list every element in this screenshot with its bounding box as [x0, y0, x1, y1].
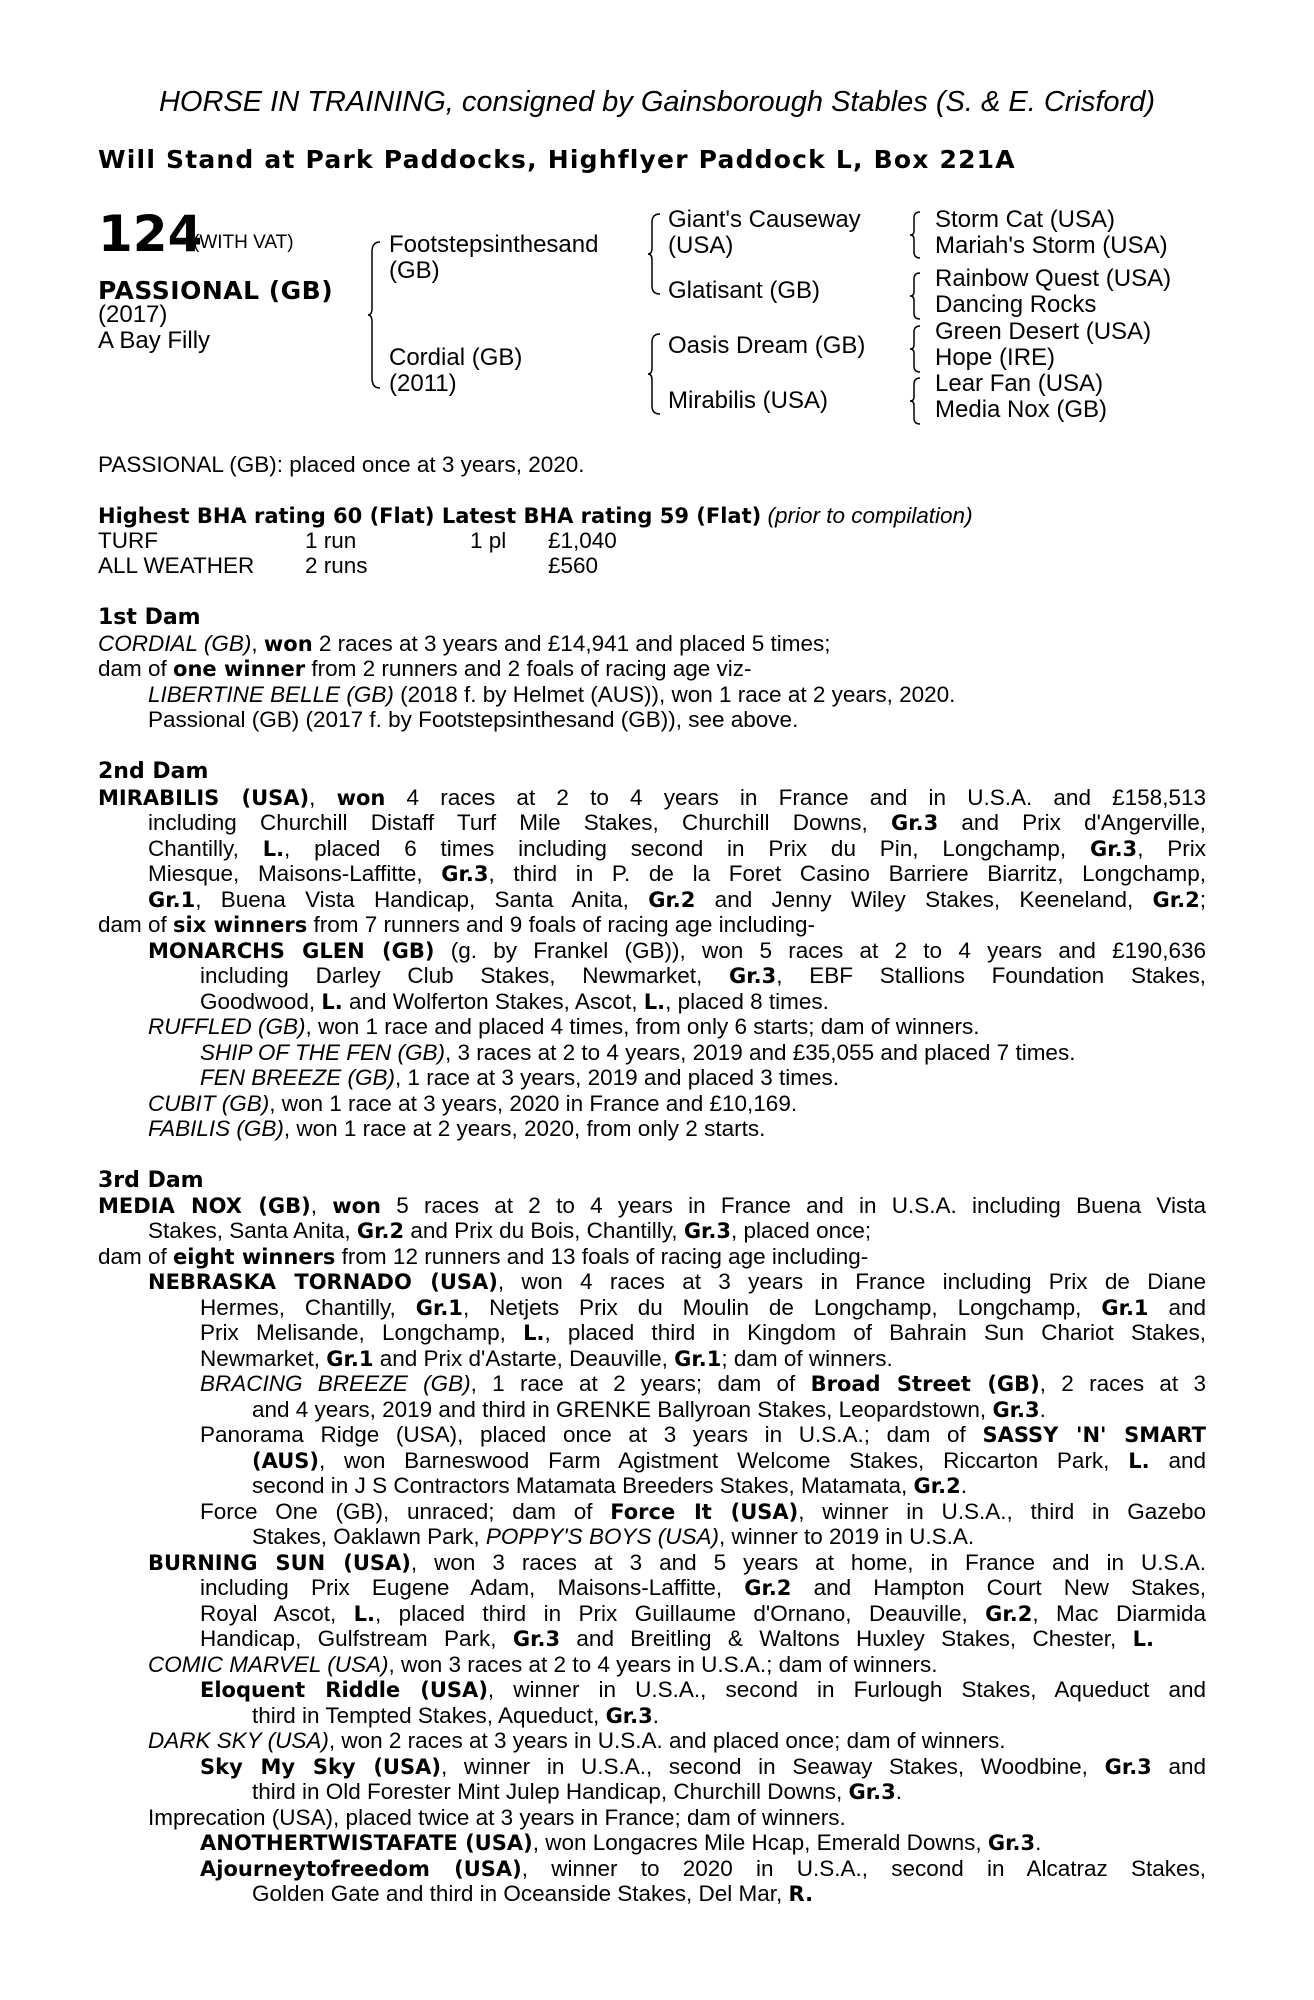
text: , won 4 races at 3 years in France including Prix de Diane: [497, 1269, 1206, 1294]
third-dam-line: [200, 1856, 1206, 1882]
text: , won Longacres Mile Hcap, Emerald Downs,: [532, 1830, 988, 1855]
third-dam-line: [252, 1397, 1046, 1423]
text: .: [895, 1779, 902, 1804]
won-label: won: [336, 786, 386, 810]
text: , winner in U.S.A., third in Gazebo: [798, 1499, 1206, 1524]
text: , placed 6 times including second in Prix du Pin, Longchamp,: [284, 836, 1090, 861]
pedigree-sire-sire-country: (USA): [668, 232, 734, 259]
second-dam-line: [148, 1116, 765, 1141]
text: 4 races at 2 to 4 years in France and in U.S.A. and £158,513: [385, 785, 1206, 810]
text: ,: [310, 1193, 333, 1218]
third-dam-line: [148, 1652, 937, 1677]
foaling-year: (2017): [98, 301, 168, 328]
text: and: [1148, 1295, 1207, 1320]
grade: L.: [523, 1321, 545, 1345]
text: and: [1149, 1448, 1206, 1473]
text: third in Tempted Stakes, Aqueduct,: [252, 1703, 606, 1728]
aw-label: ALL WEATHER: [98, 553, 255, 578]
pedigree-sire: Footstepsinthesand: [389, 231, 599, 258]
grade: Gr.1: [415, 1296, 463, 1320]
text: .: [1035, 1830, 1042, 1855]
text: , winner in U.S.A., second in Seaway Stakes, Woodbine,: [440, 1754, 1105, 1779]
text: , placed third in Prix Guillaume d'Ornano, Deauville,: [375, 1601, 986, 1626]
text: , third in P. de la Foret Casino Barriere Biarritz, Longchamp,: [488, 861, 1206, 886]
third-dam-line: [98, 1193, 1206, 1219]
won-label: won: [332, 1194, 381, 1218]
progeny-name: (AUS): [252, 1449, 319, 1473]
text: and Prix du Bois, Chantilly,: [404, 1218, 684, 1243]
third-dam-line: [200, 1295, 1206, 1321]
text: ; dam of winners.: [721, 1346, 893, 1371]
text: dam of: [98, 1244, 174, 1269]
ratings-line: [98, 503, 973, 529]
second-dam-line: [200, 1040, 1075, 1065]
pedigree-sire-dam: Glatisant (GB): [668, 277, 821, 304]
turf-label: TURF: [98, 528, 158, 553]
grade: Gr.3: [992, 1398, 1040, 1422]
winners-count: one winner: [173, 657, 306, 681]
third-dam-line: [200, 1626, 1154, 1652]
text: , placed third in Kingdom of Bahrain Sun Chariot Stakes,: [544, 1320, 1206, 1345]
second-dam-line: [148, 836, 1206, 862]
progeny-name: FEN BREEZE (GB): [200, 1065, 396, 1090]
pedigree-sds: Rainbow Quest (USA): [935, 265, 1172, 292]
pedigree-bracket-2a: [648, 212, 664, 296]
ratings-bold: Highest BHA rating 60 (Flat) Latest BHA rating 59 (Flat): [98, 504, 762, 528]
second-dam-line: [148, 1014, 980, 1039]
text: 5 races at 2 to 4 years in France and in U.S.A. including Buena Vista: [380, 1193, 1206, 1218]
second-dam-line: [200, 963, 1206, 989]
text: Force One (GB), unraced; dam of: [200, 1499, 611, 1524]
horse-name: PASSIONAL (GB): [98, 276, 334, 305]
grade: Gr.1: [148, 888, 196, 912]
text: second in J S Contractors Matamata Breeders Stakes, Matamata,: [252, 1473, 914, 1498]
third-dam-line: [200, 1575, 1206, 1601]
progeny-name: Ajourneytofreedom (USA): [200, 1857, 522, 1881]
third-dam-line: [148, 1218, 871, 1244]
grade: L.: [353, 1602, 376, 1626]
second-dam-line: [148, 887, 1206, 913]
text: , won 2 races at 3 years in U.S.A. and placed once; dam of winners.: [328, 1728, 1006, 1753]
text: Golden Gate and third in Oceanside Stakes, Del Mar,: [252, 1881, 789, 1906]
text: , placed 8 times.: [665, 989, 829, 1014]
progeny-name: SASSY 'N' SMART: [982, 1423, 1206, 1447]
third-dam-line: [200, 1346, 893, 1372]
consignment-heading: HORSE IN TRAINING, consigned by Gainsborough Stables (S. & E. Crisford): [158, 86, 1156, 118]
pedigree-sss: Storm Cat (USA): [935, 206, 1116, 233]
pedigree-bracket-3b: [910, 271, 922, 321]
aw-earnings: £560: [548, 553, 599, 578]
third-dam-line: [252, 1524, 974, 1549]
vat-note: (WITH VAT): [193, 232, 294, 253]
pedigree-bracket-2b: [648, 332, 664, 416]
text: third in Old Forester Mint Julep Handicap, Churchill Downs,: [252, 1779, 849, 1804]
text: , won 1 race at 3 years, 2020 in France and £10,169.: [269, 1091, 798, 1116]
text: Chantilly,: [148, 836, 263, 861]
progeny-name: ANOTHERTWISTAFATE (USA): [200, 1831, 533, 1855]
progeny-name: MONARCHS GLEN (GB): [148, 939, 435, 963]
text: Newmarket,: [200, 1346, 327, 1371]
second-dam-line: [98, 785, 1206, 811]
second-dam-line: [148, 861, 1206, 887]
grade: Gr.1: [1101, 1296, 1149, 1320]
text: and Hampton Court New Stakes,: [791, 1575, 1206, 1600]
text: and Jenny Wiley Stakes, Keeneland,: [695, 887, 1153, 912]
third-dam-line: [200, 1754, 1206, 1780]
text: , Mac Diarmida: [1032, 1601, 1206, 1626]
first-dam-line: [98, 631, 831, 657]
text: from 7 runners and 9 foals of racing age including-: [307, 912, 815, 937]
grade: L.: [643, 990, 666, 1014]
pedigree-dds: Lear Fan (USA): [935, 370, 1104, 397]
progeny-name: BRACING BREEZE (GB): [200, 1371, 471, 1396]
third-dam-heading: 3rd Dam: [98, 1168, 204, 1193]
text: ,: [309, 785, 337, 810]
text: including Churchill Distaff Turf Mile Stakes, Churchill Downs,: [148, 810, 891, 835]
grade: Gr.3: [605, 1704, 653, 1728]
third-dam-line: [200, 1830, 1041, 1856]
progeny-name: NEBRASKA TORNADO (USA): [148, 1270, 498, 1294]
second-dam-heading: 2nd Dam: [98, 759, 209, 784]
text: from 12 runners and 13 foals of racing age including-: [335, 1244, 869, 1269]
text: Goodwood,: [200, 989, 322, 1014]
third-dam-line: [200, 1601, 1206, 1627]
dam-name: MIRABILIS (USA): [98, 786, 310, 810]
grade: Gr.2: [985, 1602, 1033, 1626]
grade: R.: [788, 1882, 814, 1906]
ratings-note: (prior to compilation): [767, 503, 973, 528]
second-dam-line: [148, 810, 1206, 836]
grade: Gr.3: [1104, 1755, 1152, 1779]
aw-runs: 2 runs: [305, 553, 368, 578]
pedigree-ddd: Media Nox (GB): [935, 396, 1108, 423]
text: , placed once;: [731, 1218, 872, 1243]
text: , won Barneswood Farm Agistment Welcome Stakes, Riccarton Park,: [318, 1448, 1129, 1473]
won-label: won: [263, 632, 313, 656]
text: including Prix Eugene Adam, Maisons-Laffitte,: [200, 1575, 745, 1600]
third-dam-line: [252, 1448, 1206, 1474]
pedigree-dam-year: (2011): [389, 370, 457, 397]
text: , winner to 2020 in U.S.A., second in Alcatraz Stakes,: [521, 1856, 1206, 1881]
text: Royal Ascot,: [200, 1601, 354, 1626]
progeny-name: RUFFLED (GB): [148, 1014, 306, 1039]
text: and Prix d'Astarte, Deauville,: [373, 1346, 675, 1371]
text: (2018 f. by Helmet (AUS)), won 1 race at 2 years, 2020.: [393, 682, 956, 707]
text: .: [1039, 1397, 1046, 1422]
progeny-name: DARK SKY (USA): [148, 1728, 329, 1753]
third-dam-line: [98, 1244, 868, 1270]
grade: Gr.2: [744, 1576, 792, 1600]
text: Hermes, Chantilly,: [200, 1295, 416, 1320]
text: and 4 years, 2019 and third in GRENKE Ballyroan Stakes, Leopardstown,: [252, 1397, 993, 1422]
text: , 1 race at 2 years; dam of: [470, 1371, 811, 1396]
text: .: [652, 1703, 660, 1728]
text: Panorama Ridge (USA), placed once at 3 years in U.S.A.; dam of: [200, 1422, 983, 1447]
lot-number: 124: [98, 205, 203, 263]
pedigree-bracket-3d: [910, 376, 922, 426]
progeny-name: CUBIT (GB): [148, 1091, 270, 1116]
third-dam-line: [200, 1677, 1206, 1703]
progeny-name: FABILIS (GB): [148, 1116, 284, 1141]
pedigree-bracket-3a: [910, 210, 922, 260]
third-dam-line: [200, 1422, 1206, 1448]
race-summary: PASSIONAL (GB): placed once at 3 years, 2020.: [98, 452, 585, 477]
grade: Gr.3: [891, 811, 939, 835]
text: 2 races at 3 years and £14,941 and placed 5 times;: [312, 631, 831, 656]
pedigree-ssd: Mariah's Storm (USA): [935, 232, 1168, 259]
text: ;: [1199, 887, 1206, 912]
text: Prix Melisande, Longchamp,: [200, 1320, 524, 1345]
turf-placed: 1 pl: [470, 528, 507, 553]
third-dam-line: [252, 1779, 902, 1805]
text: , Buena Vista Handicap, Santa Anita,: [195, 887, 649, 912]
dam-name: CORDIAL (GB): [98, 631, 252, 656]
third-dam-line: [148, 1728, 1006, 1753]
text: from 2 runners and 2 foals of racing age viz-: [305, 656, 752, 681]
text: , winner in U.S.A., second in Furlough Stakes, Aqueduct and: [487, 1677, 1206, 1702]
second-dam-line: [98, 912, 815, 938]
stand-location: Will Stand at Park Paddocks, Highflyer Paddock L, Box 221A: [98, 145, 1016, 174]
text: and Breitling & Waltons Huxley Stakes, Chester,: [560, 1626, 1133, 1651]
text: , 1 race at 3 years, 2019 and placed 3 times.: [395, 1065, 840, 1090]
third-dam-line: [148, 1550, 1206, 1576]
progeny-name: POPPY'S BOYS (USA): [485, 1524, 719, 1549]
text: Handicap, Gulfstream Park,: [200, 1626, 513, 1651]
text: , won 1 race and placed 4 times, from only 6 starts; dam of winners.: [305, 1014, 980, 1039]
progeny-name: Eloquent Riddle (USA): [200, 1678, 488, 1702]
grade: L.: [262, 837, 285, 861]
pedigree-bracket-3c: [910, 324, 922, 374]
turf-earnings: £1,040: [548, 528, 617, 553]
third-dam-line: [148, 1269, 1206, 1295]
grade: Gr.3: [729, 964, 777, 988]
first-dam-line: Passional (GB) (2017 f. by Footstepsinthesand (GB)), see above.: [148, 707, 799, 732]
text: , winner to 2019 in U.S.A.: [718, 1524, 975, 1549]
first-dam-line: [98, 656, 752, 682]
first-dam-heading: 1st Dam: [98, 605, 201, 630]
grade: Gr.2: [356, 1219, 405, 1243]
text: Stakes, Oaklawn Park,: [252, 1524, 486, 1549]
progeny-name: Force It (USA): [610, 1500, 799, 1524]
text: dam of: [98, 912, 174, 937]
text: , 2 races at 3: [1039, 1371, 1206, 1396]
pedigree-dam-sire: Oasis Dream (GB): [668, 332, 866, 359]
grade: Gr.1: [326, 1347, 374, 1371]
second-dam-line: [200, 1065, 839, 1090]
third-dam-line: [200, 1499, 1206, 1525]
third-dam-line: [200, 1320, 1206, 1346]
third-dam-line: Imprecation (USA), placed twice at 3 years in France; dam of winners.: [148, 1805, 846, 1830]
grade: Gr.1: [674, 1347, 722, 1371]
turf-runs: 1 run: [305, 528, 357, 553]
text: , EBF Stallions Foundation Stakes,: [776, 963, 1206, 988]
text: Stakes, Santa Anita,: [148, 1218, 357, 1243]
text: and: [1151, 1754, 1207, 1779]
pedigree-dam-dam: Mirabilis (USA): [668, 387, 829, 414]
grade: Gr.3: [441, 862, 489, 886]
text: , won 3 races at 3 and 5 years at home, in France and in U.S.A.: [410, 1550, 1206, 1575]
pedigree-sire-sire: Giant's Causeway: [668, 206, 861, 233]
third-dam-line: [252, 1881, 813, 1907]
second-dam-line: [200, 989, 829, 1015]
third-dam-line: [252, 1703, 659, 1729]
text: , won 1 race at 2 years, 2020, from only 2 starts.: [283, 1116, 766, 1141]
progeny-name: Sky My Sky (USA): [200, 1755, 441, 1779]
progeny-name: Broad Street (GB): [810, 1372, 1040, 1396]
text: and Prix d'Angerville,: [938, 810, 1206, 835]
text: , won 3 races at 2 to 4 years in U.S.A.; dam of winners.: [388, 1652, 938, 1677]
third-dam-line: [252, 1473, 967, 1499]
pedigree-sire-country: (GB): [389, 257, 440, 284]
pedigree-dss: Green Desert (USA): [935, 318, 1152, 345]
progeny-name: BURNING SUN (USA): [148, 1551, 411, 1575]
grade: Gr.3: [683, 1219, 732, 1243]
text: ,: [251, 631, 264, 656]
grade: Gr.2: [1152, 888, 1200, 912]
grade: Gr.3: [848, 1780, 896, 1804]
text: including Darley Club Stakes, Newmarket,: [200, 963, 730, 988]
pedigree-dam: Cordial (GB): [389, 344, 523, 371]
grade: L.: [1132, 1627, 1154, 1651]
text: (g. by Frankel (GB)), won 5 races at 2 to 4 years and £190,636: [434, 938, 1206, 963]
grade: Gr.3: [512, 1627, 561, 1651]
grade: Gr.3: [987, 1831, 1036, 1855]
dam-name: MEDIA NOX (GB): [98, 1194, 311, 1218]
winners-count: eight winners: [173, 1245, 336, 1269]
grade: L.: [1128, 1449, 1150, 1473]
progeny-name: COMIC MARVEL (USA): [148, 1652, 389, 1677]
horse-description: A Bay Filly: [98, 327, 211, 354]
pedigree-dsd: Hope (IRE): [935, 344, 1056, 371]
third-dam-line: [200, 1371, 1206, 1397]
text: , Netjets Prix du Moulin de Longchamp, Longchamp,: [462, 1295, 1102, 1320]
text: .: [960, 1473, 968, 1498]
second-dam-line: [148, 1091, 797, 1116]
text: Miesque, Maisons-Laffitte,: [148, 861, 442, 886]
grade: L.: [321, 990, 343, 1014]
text: , Prix: [1137, 836, 1206, 861]
grade: Gr.3: [1089, 837, 1138, 861]
progeny-name: SHIP OF THE FEN (GB): [200, 1040, 446, 1065]
second-dam-line: [148, 938, 1206, 964]
text: , 3 races at 2 to 4 years, 2019 and £35,055 and placed 7 times.: [445, 1040, 1076, 1065]
text: dam of: [98, 656, 174, 681]
pedigree-sdd: Dancing Rocks: [935, 291, 1097, 318]
winners-count: six winners: [173, 913, 308, 937]
pedigree-bracket-1: [368, 240, 384, 390]
first-dam-line: [148, 682, 955, 707]
grade: Gr.2: [648, 888, 696, 912]
text: and Wolferton Stakes, Ascot,: [342, 989, 644, 1014]
progeny-name: LIBERTINE BELLE (GB): [148, 682, 394, 707]
grade: Gr.2: [913, 1474, 961, 1498]
